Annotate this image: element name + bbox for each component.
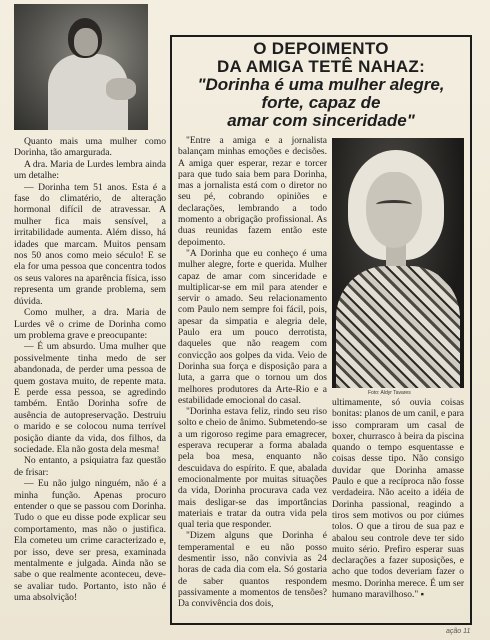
headline-quote-1: "Dorinha é uma mulher alegre, <box>197 75 445 94</box>
left-paragraph: — Eu não julgo ninguém, não é a minha função. Apenas procuro entender o que se passou com Dorinha. Tudo o que eu disse pode explicar seu comportamento, mas não o justifica. Ela cometeu um crime caracterizado e, por isso, deve ser presa, examinada mentalmente e julgada. Ainda não se sabe o que realmente aconteceu, deve-se avaliar tudo. Portanto, isto não é uma absolvição! <box>14 478 166 604</box>
headline-quote-2: forte, capaz de <box>261 93 381 112</box>
left-paragraph: Quanto mais uma mulher como Dorinha, tão amargurada. <box>14 136 166 159</box>
testimony-headline <box>170 40 472 130</box>
testimony-column-b <box>332 398 464 601</box>
left-paragraph: — É um absurdo. Uma mulher que possivelmente tinha medo de ser abandonada, de perder uma pessoa de quem gostava muito, de repente mata. E perde essa pessoa, se agredindo também. Então Dorinha sofre de ausência de autopreservação. Destruiu o marido e se colocou numa terrível posição diante da vida, dos filhos, da sociedade. Ela não gosta dela mesma! <box>14 341 166 455</box>
left-paragraph: — Dorinha tem 51 anos. Esta é a fase do climatério, de alteração hormonal difícil de atravessar. A mulher fica mais sensível, a irritabilidade aumenta. Além disso, há idades que marcam. Muitos pensam nos 50 anos como meio século! E se ela for uma pessoa que concentra todos os seus valores na aparência física, isso representa um grande problema, sem dúvida. <box>14 181 166 307</box>
left-paragraph: A dra. Maria de Lurdes lembra ainda um detalhe: <box>14 158 166 182</box>
left-paragraph: Como mulher, a dra. Maria de Lurdes vê o crime de Dorinha como um problema grave e preocupante: <box>14 307 166 341</box>
testimony-paragraph: "Dorinha estava feliz, rindo seu riso solto e cheio de ânimo. Submetendo-se a um rigoroso regime para emagrecer, esperava recuperar a forma abalada pela boa mesa, enquanto não descuidava do espírito. E que, abalada emocionalmente por muitas situações da vida, Dorinha procurava cada vez mais desligar-se das importâncias materiais e tratar da outra vida pela qual teria que responder. <box>178 407 327 531</box>
psychiatrist-photo <box>14 4 148 130</box>
testimony-paragraph: "A Dorinha que eu conheço é uma mulher alegre, forte e querida. Mulher capaz de amar com sinceridade e multiplicar-se em mil para atender e servir o amado. Seu relacionamento com Paulo nem sempre foi fácil, pois, apesar da simpatia e alegria dele, Paulo era um pouco derrotista, daqueles que não reagem com convicção aos golpes da vida. Veio de Dorinha sua força e disposição para a luta, a garra que o tornou um dos melhores produtores da Arte-Rio e a estabilidade emocional do casal. <box>178 248 327 406</box>
page-footer: ação 11 <box>446 628 471 635</box>
headline-line-1: O DEPOIMENTO <box>253 39 389 58</box>
left-article-column <box>14 136 166 604</box>
testimony-paragraph: "Entre a amiga e a jornalista balançam minhas emoções e decisões. A amiga quer esperar, rezar e torcer para que tudo saia bem para Dorinha, mas a jornalista está com o diretor no seu pé, cobrando opiniões e declarações, lembrando a todo momento a obrigação profissional. As duas reunidas fazem então este depoimento. <box>178 136 327 248</box>
headline-quote-3: amar com sinceridade" <box>227 111 415 130</box>
left-paragraph: No entanto, a psiquiatra faz questão de frisar: <box>14 455 166 478</box>
headline-line-2: DA AMIGA TETÊ NAHAZ: <box>216 57 426 76</box>
dorinha-photo <box>332 138 464 388</box>
testimony-paragraph: "Dizem alguns que Dorinha é temperamental e eu não posso desmentir isso, não convivia as 24 horas de cada dia com ela. Só gostaria de saber quantos respondem passivamente a momentos de tensões? Da convivência dos dois, <box>178 531 327 610</box>
photo-credit: Foto: Aldyr Tavares <box>368 390 411 396</box>
testimony-column-a <box>178 136 327 610</box>
testimony-paragraph: ultimamente, só ouvia coisas bonitas: planos de um canil, e para isso compraram um casal de boxer, churrasco à beira da piscina quando o tempo esquentasse e coisas desse tipo. Não consigo duvidar que Dorinha amasse Paulo e que a recíproca não fosse verdadeira. Não aceito a idéia de Dorinha passional, reagindo a tiros sem motivos ou por ciúmes tolos. O que a tirou de sua paz e abalou seu controle deve ter sido muito sério. Prefiro esperar suas declarações a fazer suposições, e acho que todos deveriam fazer o mesmo. Dorinha merece. É um ser humano maravilhoso." ▪ <box>332 398 464 601</box>
